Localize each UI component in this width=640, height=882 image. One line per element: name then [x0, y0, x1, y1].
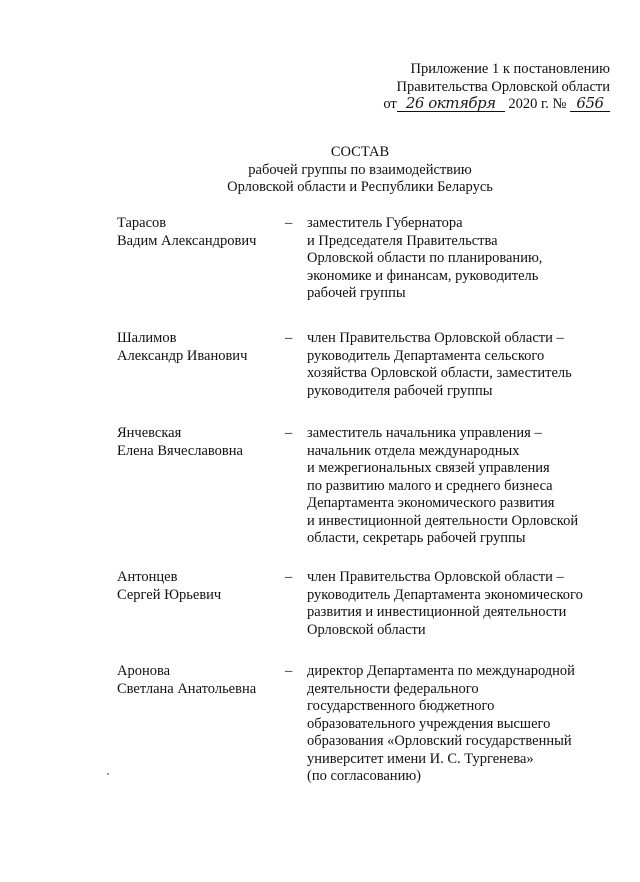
scan-speck [107, 773, 109, 775]
document-title [120, 144, 600, 197]
member-desc-line: государственного бюджетного [307, 698, 495, 714]
handwritten-number: 656 [570, 96, 610, 112]
title-heading: СОСТАВ [330, 144, 390, 160]
member-desc-line: университет имени И. С. Тургенева» [307, 750, 534, 767]
member-desc-line: образования «Орловский государственный [307, 733, 572, 749]
member-desc-line: области, секретарь рабочей группы [307, 530, 526, 546]
member-dash: – [285, 663, 293, 679]
member-desc-line: образовательного учреждения высшего [307, 715, 551, 732]
member-given-name: Елена Вячеславовна [117, 442, 243, 459]
member-name [117, 569, 287, 604]
title-line-2: Орловской области и Республики Беларусь [227, 179, 493, 195]
member-given-name: Вадим Александрович [117, 232, 257, 249]
member-description [307, 425, 607, 548]
member-name [117, 330, 287, 365]
member-description [307, 663, 607, 786]
member-dash: – [285, 330, 293, 346]
member-desc-line: член Правительства Орловской области – [307, 330, 564, 346]
appendix-block [380, 61, 610, 114]
member-desc-line: по развитию малого и среднего бизнеса [307, 477, 553, 494]
member-desc-line: Орловской области по планированию, [307, 250, 543, 266]
member-desc-line: деятельности федерального [307, 680, 479, 697]
member-surname: Тарасов [117, 215, 167, 231]
member-name [117, 215, 287, 250]
member-given-name: Александр Иванович [117, 347, 248, 364]
member-given-name: Сергей Юрьевич [117, 586, 222, 603]
member-desc-line: руководитель Департамента экономического [307, 586, 583, 603]
member-name [117, 425, 287, 460]
appendix-line-2: Правительства Орловской области [396, 78, 610, 95]
member-desc-line: руководитель Департамента сельского [307, 347, 545, 364]
member-description [307, 569, 607, 639]
member-desc-line: развития и инвестиционной деятельности [307, 604, 567, 620]
member-desc-line: начальник отдела международных [307, 442, 520, 459]
member-desc-line: заместитель начальника управления – [307, 425, 542, 441]
member-desc-line: и инвестиционной деятельности Орловской [307, 512, 579, 529]
member-description [307, 330, 607, 400]
year-label: 2020 г. № [508, 96, 567, 112]
title-line-1: рабочей группы по взаимодействию [248, 161, 472, 178]
member-desc-line: рабочей группы [307, 285, 406, 301]
member-name [117, 663, 287, 698]
member-surname: Шалимов [117, 330, 177, 346]
member-dash: – [285, 569, 293, 585]
member-desc-line: хозяйства Орловской области, заместитель [307, 365, 572, 381]
appendix-line-1: Приложение 1 к постановлению [410, 61, 610, 77]
member-dash: – [285, 425, 293, 441]
member-desc-line: (по согласованию) [307, 768, 421, 784]
member-surname: Аронова [117, 663, 171, 679]
appendix-date-line [380, 96, 610, 114]
from-label: от [383, 96, 397, 112]
member-desc-line: директор Департамента по международной [307, 663, 575, 679]
member-given-name: Светлана Анатольевна [117, 680, 257, 697]
member-desc-line: и межрегиональных связей управления [307, 460, 550, 476]
member-dash: – [285, 215, 293, 231]
handwritten-date: 26 октября [397, 96, 505, 112]
member-description [307, 215, 607, 303]
member-surname: Антонцев [117, 569, 178, 585]
member-desc-line: заместитель Губернатора [307, 215, 463, 231]
member-desc-line: член Правительства Орловской области – [307, 569, 564, 585]
member-desc-line: Орловской области [307, 621, 426, 638]
member-desc-line: Департамента экономического развития [307, 495, 555, 511]
member-surname: Янчевская [117, 425, 182, 441]
member-desc-line: руководителя рабочей группы [307, 382, 493, 399]
member-desc-line: и Председателя Правительства [307, 232, 498, 249]
member-desc-line: экономике и финансам, руководитель [307, 267, 539, 284]
